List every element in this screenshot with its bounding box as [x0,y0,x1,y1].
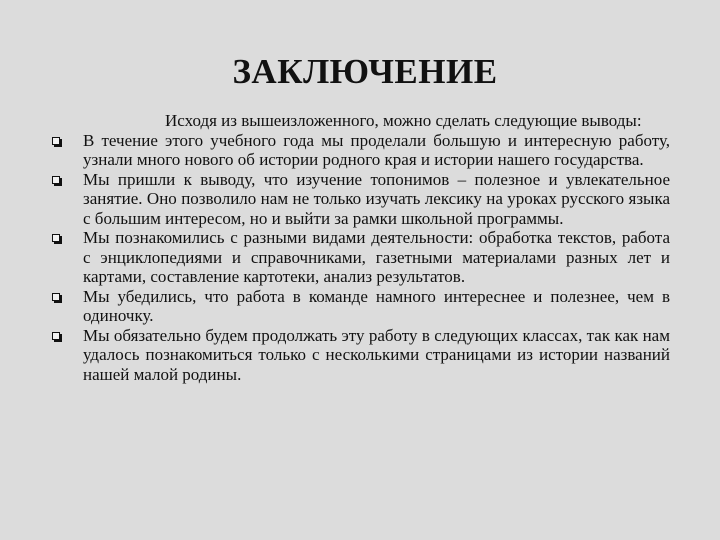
checkbox-bullet-icon [52,234,60,242]
conclusion-text: В течение этого учебного года мы проделали большую и интересную работу, узнали много нового об истории родного края и истории нашего государства. [83,130,670,169]
conclusion-text: Мы убедились, что работа в команде намного интереснее и полезнее, чем в одиночку. [83,286,670,325]
intro-paragraph [52,111,670,131]
conclusion-text: Мы обязательно будем продолжать эту работу в следующих классах, так как нам удалось познакомиться только с несколькими страницами из истории названий нашей малой родины. [83,325,670,384]
slide-body [52,111,670,384]
checkbox-bullet-icon [52,332,60,340]
conclusion-text: Мы познакомились с разными видами деятельности: обработка текстов, работа с энциклопедиями и справочниками, газетными материалами разных лет и картами, составление картотеки, анализ результатов. [83,228,670,286]
conclusion-text: Мы пришли к выводу, что изучение топонимов – полезное и увлекательное занятие. Оно позволило нам не только изучать лексику на уроках русского языка с большим интересом, но и выйти за рамки школьной программы. [83,169,670,228]
conclusion-item [52,228,670,287]
conclusion-item [52,287,670,326]
conclusion-item [52,326,670,385]
checkbox-bullet-icon [52,137,60,145]
intro-text: Исходя из вышеизложенного, можно сделать следующие выводы: [165,111,642,130]
checkbox-bullet-icon [52,176,60,184]
conclusion-item [52,131,670,170]
conclusion-item [52,170,670,229]
checkbox-bullet-icon [52,293,60,301]
slide-title: ЗАКЛЮЧЕНИЕ [232,52,498,91]
